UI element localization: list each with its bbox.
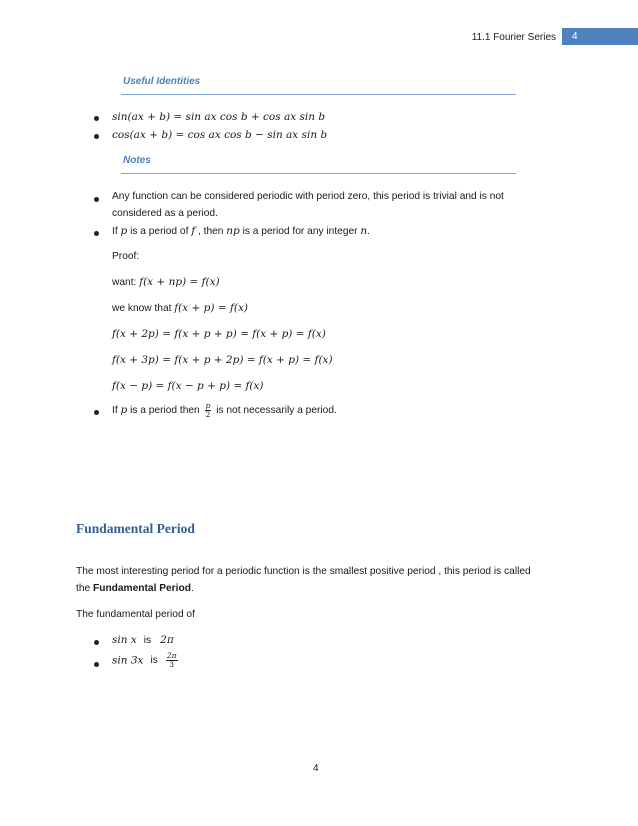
useful-identities-heading: Useful Identities xyxy=(123,76,201,87)
fraction-p-over-2: $\frac{p}{2}$ xyxy=(205,401,211,419)
note-trivial-period-line2: considered as a period. xyxy=(112,208,218,219)
fundamental-period-heading: Fundamental Period xyxy=(76,521,195,536)
proof-step-2: f(x + 3p) = f(x + p + 2p) = f(x + p) = f(x) xyxy=(112,354,333,366)
fundamental-item-sin3x: sin 3x is $\frac{2\pi}{3}$ xyxy=(112,651,177,669)
proof-step-1: f(x + 2p) = f(x + p + p) = f(x + p) = f(x) xyxy=(112,328,326,340)
header-page-number: 4 xyxy=(572,31,578,42)
note-np-period: If p is a period of f , then np is a period for any integer n. xyxy=(112,225,370,237)
bullet-icon xyxy=(94,231,99,236)
fundamental-item-sinx: sin x is 2π xyxy=(112,634,174,646)
note-trivial-period-line1: Any function can be considered periodic with period zero, this period is trivial and is not xyxy=(112,191,504,202)
note-half-period: If p is a period then $\frac{p}{2}$ is not necessarily a period. xyxy=(112,401,337,419)
identity-sin: sin(ax + b) = sin ax cos b + cos ax sin b xyxy=(112,111,326,123)
bullet-icon xyxy=(94,662,99,667)
fraction-2pi-over-3: $\frac{2\pi}{3}$ xyxy=(166,651,177,669)
bullet-icon xyxy=(94,640,99,645)
fundamental-para-line2: the Fundamental Period. xyxy=(76,583,194,594)
identity-cos: cos(ax + b) = cos ax cos b − sin ax sin b xyxy=(112,129,328,141)
proof-want: want: f(x + np) = f(x) xyxy=(112,276,220,288)
bullet-icon xyxy=(94,134,99,139)
proof-label: Proof: xyxy=(112,251,140,262)
notes-heading: Notes xyxy=(123,155,151,166)
footer-page-number: 4 xyxy=(313,763,319,774)
heading-rule xyxy=(121,94,516,95)
heading-rule xyxy=(121,173,516,174)
proof-step-3: f(x − p) = f(x − p + p) = f(x) xyxy=(112,380,264,392)
bullet-icon xyxy=(94,410,99,415)
fundamental-intro: The fundamental period of xyxy=(76,609,195,620)
fundamental-para-line1: The most interesting period for a periodic function is the smallest positive period , this period is called xyxy=(76,566,531,577)
running-header-title: 11.1 Fourier Series xyxy=(471,32,556,43)
bullet-icon xyxy=(94,116,99,121)
proof-know: we know that f(x + p) = f(x) xyxy=(112,302,248,314)
bullet-icon xyxy=(94,197,99,202)
